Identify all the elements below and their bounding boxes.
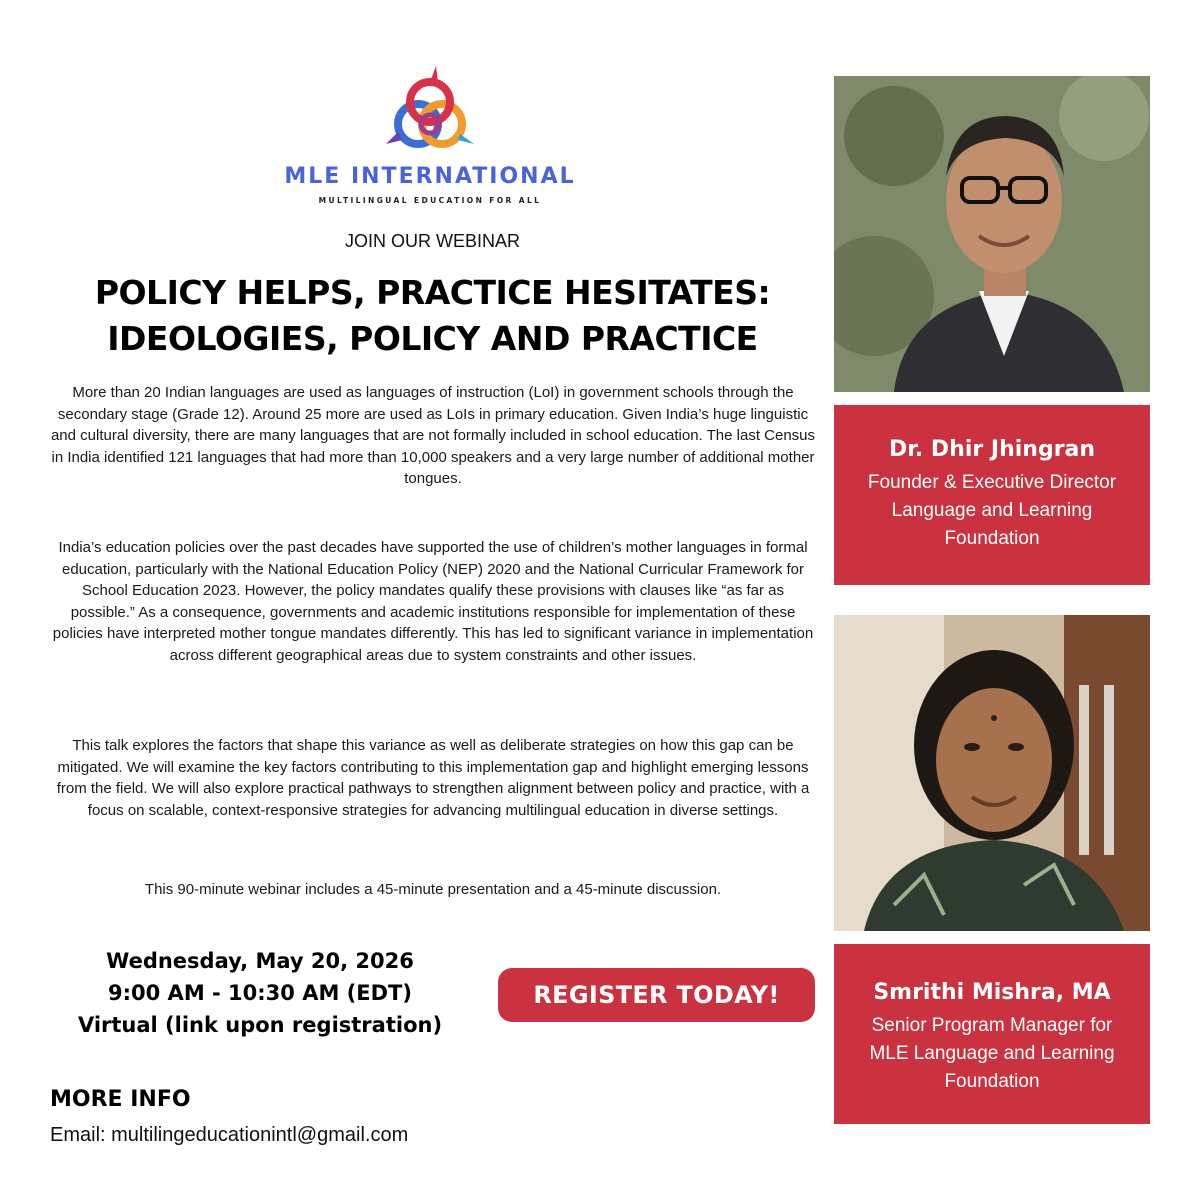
- event-date: Wednesday, May 20, 2026: [106, 949, 414, 973]
- brand-name: MLE INTERNATIONAL: [284, 164, 576, 189]
- speaker-name: Smrithi Mishra, MA: [873, 980, 1111, 1005]
- duration-note: This 90-minute webinar includes a 45-minute presentation and a 45-minute discussion.: [144, 881, 722, 898]
- speaker-role: Senior Program Manager for MLE Language and Learning Foundation: [869, 1015, 1115, 1092]
- title-line-2: IDEOLOGIES, POLICY AND PRACTICE: [107, 319, 758, 358]
- event-time: 9:00 AM - 10:30 AM (EDT): [108, 981, 412, 1005]
- speaker-photo-dhir-jhingran: [834, 76, 1150, 392]
- webinar-title: [40, 270, 825, 362]
- join-webinar-label: JOIN OUR WEBINAR: [344, 231, 520, 251]
- title-line-1: POLICY HELPS, PRACTICE HESITATES:: [94, 273, 771, 312]
- event-location: Virtual (link upon registration): [77, 1013, 443, 1037]
- brand-tagline: MULTILINGUAL EDUCATION FOR ALL: [318, 196, 542, 205]
- register-button[interactable]: REGISTER TODAY!: [498, 968, 815, 1022]
- description-paragraph-1: More than 20 Indian languages are used as languages of instruction (LoI) in government schools through the secondary stage (Grade 12). Around 25 more are used as LoIs in primary education. Given India’s huge linguistic and cultural diversity, there are many languages that are not formally included in school education. The last Census in India identified 121 languages that had more than 10,000 speakers and a very large number of additional mother tongues.: [50, 384, 816, 487]
- contact-email[interactable]: Email: multilingeducationintl@gmail.com: [50, 1124, 409, 1146]
- more-info-heading: MORE INFO: [50, 1087, 191, 1112]
- speaker-role: Founder & Executive Director Language and Learning Foundation: [867, 472, 1117, 549]
- event-details: [50, 945, 470, 1041]
- description-paragraph-2: India’s education policies over the past decades have supported the use of children’s mother languages in formal education, particularly with the National Education Policy (NEP) 2020 and the National Curricular Framework for School Education 2023. However, the policy mandates qualify these provisions with clauses like “as far as possible.” As a consequence, governments and academic institutions responsible for implementation of these policies have interpreted mother tongue mandates differently. This has led to significant variance in implementation across different geographical areas due to system constraints and other issues.: [52, 539, 814, 664]
- description-paragraph-3: This talk explores the factors that shape this variance as well as deliberate strategies on how this gap can be mitigated. We will examine the key factors contributing to this implementation gap and highlight emerging lessons from the field. We will also explore practical pathways to strengthen alignment between policy and practice, with a focus on scalable, context-responsive strategies for advancing multilingual education in diverse settings.: [56, 737, 810, 819]
- speaker-card-smrithi-mishra: [834, 944, 1150, 1124]
- speaker-name: Dr. Dhir Jhingran: [888, 437, 1096, 462]
- mle-logo-icon: [380, 62, 480, 162]
- speaker-photo-smrithi-mishra: [834, 615, 1150, 931]
- speaker-card-dhir-jhingran: [834, 405, 1150, 585]
